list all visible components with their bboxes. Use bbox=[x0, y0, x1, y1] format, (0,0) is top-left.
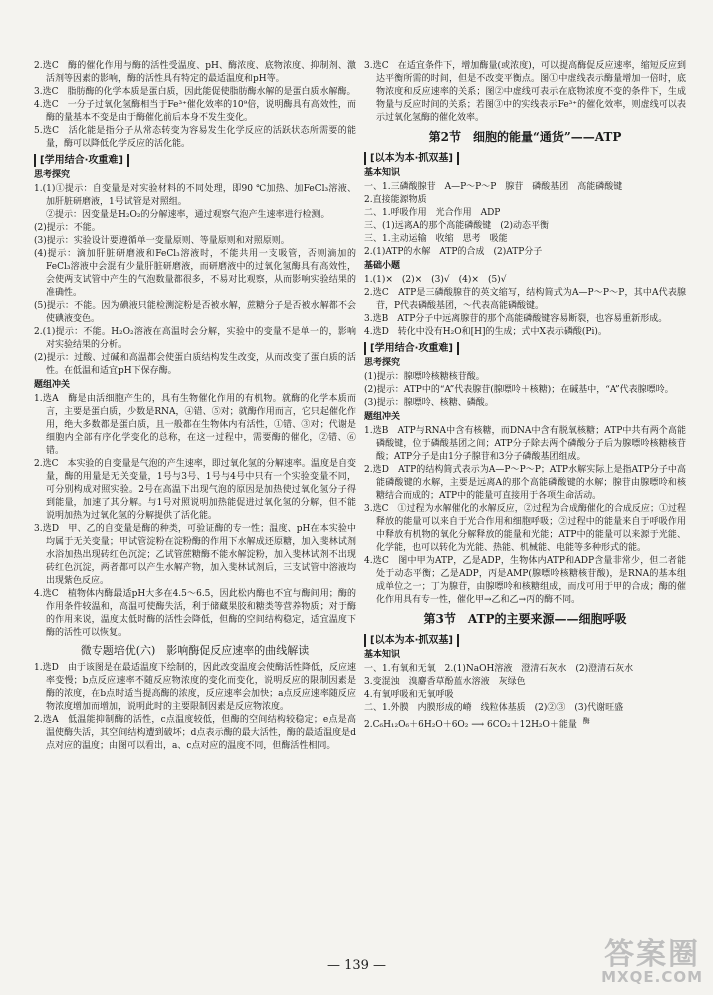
answer-para: 5.选C 活化能是指分子从常态转变为容易发生化学反应的活跃状态所需要的能量，酶可以降低化学反应的活化能。 bbox=[34, 126, 356, 149]
subheading-questions: 题组冲关 bbox=[364, 412, 401, 422]
answer-para: 1.(1)× (2)× (3)√ (4)× (5)√ bbox=[364, 275, 507, 285]
left-column bbox=[34, 60, 356, 753]
answer-para: 4.有氧呼吸和无氧呼吸 bbox=[364, 690, 454, 700]
section-box-label: [以本为本·抓双基] bbox=[364, 634, 459, 647]
answer-para: 2.选A 低温能抑制酶的活性，c点温度较低，但酶的空间结构较稳定；e点是高温使酶失活，其空间结构遭到破坏；d点表示酶的最大活性，酶的最适温度是d点对应的温度；由图可以看出，a、c点对应的温度不同，但酶活性相同。 bbox=[34, 715, 356, 751]
section-title-atp: 第2节 细胞的能量“通货”——ATP bbox=[428, 130, 622, 144]
answer-para: 1.选B ATP与RNA中含有核糖，而DNA中含有脱氧核糖；ATP中共有两个高能磷酸键，位于磷酸基团之间；ATP分子除去两个磷酸分子后为腺嘌呤核糖核苷酸；ATP分子是由1分子腺苷和3分子磷酸基团组成。 bbox=[364, 426, 686, 462]
answer-para: 2.选D ATP的结构简式表示为A—P～P～P；ATP水解实际上是指ATP分子中高能磷酸键的水解，主要是远离A的那个高能磷酸键的水解；腺苷由腺嘌呤和核糖结合而成的；ATP中的能量可直接用于各项生命活动。 bbox=[364, 465, 686, 501]
subheading-questions: 题组冲关 bbox=[34, 380, 71, 390]
answer-para: (3)提示：实验设计要遵循单一变量原则、等量原则和对照原则。 bbox=[34, 236, 290, 246]
answer-para: 3.选C ①过程为水解催化的水解反应，②过程为合成酶催化的合成反应；①过程释放的能量可以来自于光合作用和细胞呼吸；②过程中的能量来自于呼吸作用中释放有机物的氧化分解释放的能量和光能；ATP中的能量可以来源于光能、化学能，也可以转化为光能、热能、机械能、电能等多种形式的能。 bbox=[364, 504, 686, 553]
answer-para: (2)提示：过酸、过碱和高温都会使蛋白质结构发生改变，从而改变了蛋白质的活性。在低温和适宜pH下保存酶。 bbox=[34, 353, 356, 376]
equation-line bbox=[364, 715, 686, 732]
micro-topic-title: 微专题培优(六) 影响酶促反应速率的曲线解读 bbox=[80, 644, 310, 657]
answer-para: 3.变混浊 溴麝香草酚蓝水溶液 灰绿色 bbox=[364, 677, 526, 687]
answer-para: 二、1.呼吸作用 光合作用 ADP bbox=[364, 208, 501, 218]
answer-para: (3)提示：腺嘌呤、核糖、磷酸。 bbox=[364, 398, 494, 408]
watermark-url: MXQE.COM bbox=[601, 968, 703, 986]
enzyme-label: 酶 bbox=[582, 717, 590, 725]
answer-para: 2.(1)ATP的水解 ATP的合成 (2)ATP分子 bbox=[364, 247, 543, 257]
subheading-basic: 基本知识 bbox=[364, 650, 401, 660]
left-top-block bbox=[34, 60, 356, 151]
answer-para: 2.(1)提示：不能。H₂O₂溶液在高温时会分解，实验中的变量不是单一的，影响对实验结果的分析。 bbox=[34, 327, 356, 350]
section-box-label: [学用结合·攻重难] bbox=[34, 154, 129, 167]
answer-para: 4.选C 图中甲为ATP，乙是ADP，生物体内ATP和ADP含量非常少，但二者能处于动态平衡；乙是ADP，丙是AMP(腺嘌呤核糖核苷酸)，是RNA的基本组成单位之一；丁为腺苷，由腺嘌呤和核糖组成，而戊可用于甲的合成；酶的催化作用具有专一性，催化甲→乙和乙→丙的酶不同。 bbox=[364, 556, 686, 605]
watermark-text: 答案圈 bbox=[604, 937, 701, 972]
equation-text: 2.C₆H₁₂O₆＋6H₂O＋6O₂ ⟶ 6CO₂＋12H₂O＋能量 bbox=[364, 720, 577, 730]
answer-para: 一、1.三磷酸腺苷 A—P～P～P 腺苷 磷酸基团 高能磷酸键 bbox=[364, 182, 623, 192]
answer-para: 3.选C 在适宜条件下，增加酶量(或浓度)，可以提高酶促反应速率，缩短反应到达平衡所需的时间，但是不改变平衡点。图①中虚线表示酶量增加一倍时，底物浓度和反应速率的关系；图②中虚线可表示在底物浓度不变的条件下，生成物量与反应时间的关系；若图③中的实线表示Fe³⁺的催化效率，则虚线可以表示过氧化氢酶的催化效率。 bbox=[364, 61, 686, 123]
answer-para: (1)提示：腺嘌呤核糖核苷酸。 bbox=[364, 372, 485, 382]
answer-para: (4)提示：滴加肝脏研磨液和FeCl₃溶液时，不能共用一支吸管，否则滴加的FeCl₃溶液中会混有少量肝脏研磨液，而研磨液中的过氧化氢酶具有高效性，会使两支试管中产生的气泡数量都很多，不易对比观察，从而影响实验结果的准确性。 bbox=[34, 249, 356, 298]
answer-para: 2.直接能源物质 bbox=[364, 195, 427, 205]
watermark-logo bbox=[601, 937, 703, 986]
answer-para: 3.选D 甲、乙的自变量是酶的种类，可验证酶的专一性；温度、pH在本实验中均属于无关变量；甲试管淀粉在淀粉酶的作用下水解成还原糖，加入斐林试剂水浴加热出现砖红色沉淀；乙试管蔗糖酶不能水解淀粉，加入斐林试剂不出现砖红色沉淀，两者都可以产生水解产物，加入斐林试剂后，三支试管中溶液均出现紫色反应。 bbox=[34, 524, 356, 586]
answer-para: 4.选C 一分子过氧化氢酶相当于Fe³⁺催化效率的10⁹倍，说明酶具有高效性，而酶的量基本不变是由于酶催化前后本身不发生变化。 bbox=[34, 100, 356, 123]
page-number: — 139 — bbox=[326, 958, 387, 973]
answer-para: 4.选C 植物体内酶最适pH大多在4.5～6.5，因此松内酶也不宜与酶间用；酶的作用条件较温和，高温可使酶失活，利于储藏果胶和糖类等营养物质；对于酶的作用来说，温度太低时酶的活性会降低，但酶的空间结构稳定，适宜温度下酶的活性可以恢复。 bbox=[34, 589, 356, 638]
answer-para: 三、(1)远离A的那个高能磷酸键 (2)动态平衡 bbox=[364, 221, 549, 231]
section-title-respiration: 第3节 ATP的主要来源——细胞呼吸 bbox=[423, 612, 627, 626]
answer-para: ②提示：因变量是H₂O₂的分解速率，通过观察气泡产生速率进行检测。 bbox=[46, 210, 330, 220]
answer-para: 2.选C ATP是三磷酸腺苷的英文缩写，结构简式为A—P～P～P，其中A代表腺苷，P代表磷酸基团，～代表高能磷酸键。 bbox=[364, 288, 686, 311]
answer-para: 2.选C 酶的催化作用与酶的活性受温度、pH、酶浓度、底物浓度、抑制剂、激活剂等因素的影响，酶的活性具有特定的最适温度和pH等。 bbox=[34, 61, 356, 84]
answer-para: 1.选A 酶是由活细胞产生的，具有生物催化作用的有机物。就酶的化学本质而言，主要是蛋白质，少数是RNA，④错、⑤对；就酶作用而言，它只起催化作用，绝大多数都是蛋白质，且一般都在生物体内有活性，①错、③对；代谢是细胞内全部有序化学变化的总称，在这一过程中，需要酶的催化，②错、⑥错。 bbox=[34, 394, 356, 456]
answer-para: 3.选B ATP分子中远离腺苷的那个高能磷酸键容易断裂，也容易重新形成。 bbox=[364, 314, 668, 324]
answer-para: (2)提示：ATP中的“A”代表腺苷(腺嘌呤＋核糖)；在碱基中，“A”代表腺嘌呤。 bbox=[364, 385, 674, 395]
right-column bbox=[364, 60, 686, 732]
section-box-label: [学用结合·攻重难] bbox=[364, 342, 459, 355]
answer-para: 二、1.外膜 内膜形成的嵴 线粒体基质 (2)②③ (3)代谢旺盛 bbox=[364, 703, 624, 713]
section-box-label: [以本为本·抓双基] bbox=[364, 152, 459, 165]
answer-para: 三、1.主动运输 收缩 思考 吸能 bbox=[364, 234, 508, 244]
answer-para: 2.选C 本实验的自变量是气泡的产生速率，即过氧化氢的分解速率。温度是自变量，酶的用量是无关变量，1号与3号、1号与4号中只有一个实验变量不同，可分别构成对照实验。2号在高温下出现气泡的原因是加热使过氧化氢分子得到能量，加速了其分解。与1号对照说明加热能促进过氧化氢的分解，但不能说明加热为过氧化氢的分解提供了活化能。 bbox=[34, 459, 356, 521]
answer-para: (5)提示：不能。因为碘液只能检测淀粉是否被水解，蔗糖分子是否被水解都不会使碘液变色。 bbox=[34, 301, 356, 324]
answer-para: 1.选D 由于该图是在最适温度下绘制的，因此改变温度会使酶活性降低，反应速率变慢；b点反应速率不随反应物浓度的变化而变化，说明反应的限制因素是酶的浓度，在b点时适当提高酶的浓度，反应速率会加快；a点反应速率随反应物浓度增加而增加，说明此时的主要限制因素是反应物浓度。 bbox=[34, 663, 356, 712]
answer-para: 1.(1)①提示：自变量是对实验材料的不同处理，即90 ℃加热、加FeCl₃溶液、加肝脏研磨液，1号试管是对照组。 bbox=[34, 184, 356, 207]
subheading-think: 思考探究 bbox=[364, 358, 401, 368]
answer-para: 一、1.有氧和无氧 2.(1)NaOH溶液 澄清石灰水 (2)澄清石灰水 bbox=[364, 664, 634, 674]
subheading-think: 思考探究 bbox=[34, 170, 71, 180]
answer-para: 3.选C 脂肪酶的化学本质是蛋白质，因此能促使脂肪酶水解的是蛋白质水解酶。 bbox=[34, 87, 356, 97]
subheading-basic-small: 基础小题 bbox=[364, 261, 401, 271]
subheading-basic: 基本知识 bbox=[364, 168, 401, 178]
answer-para: 4.选D 转化中没有H₂O和[H]的生成；式中X表示磷酸(Pi)。 bbox=[364, 327, 607, 337]
answer-para: (2)提示：不能。 bbox=[34, 223, 101, 233]
